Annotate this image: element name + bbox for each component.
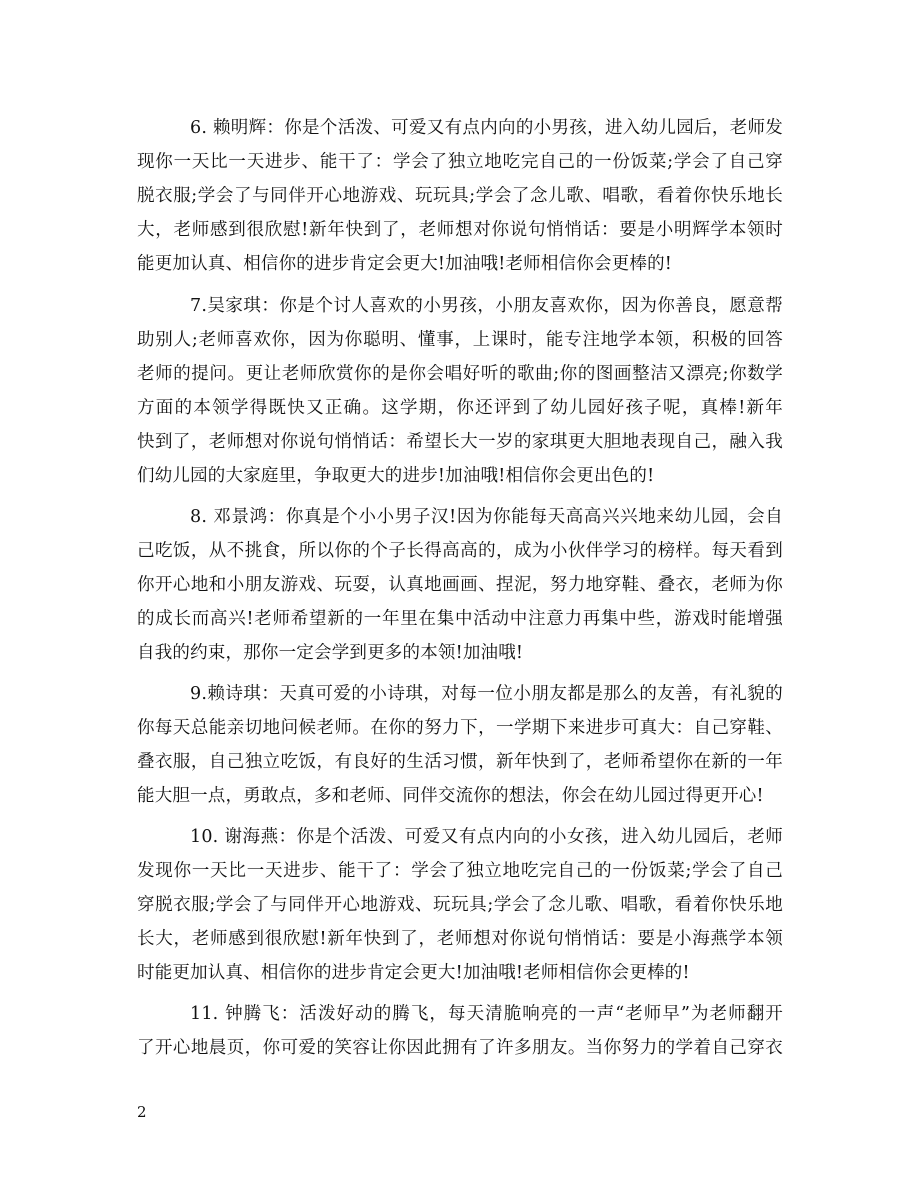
paragraph-8-line-5: 自我的约束，那你一定会学到更多的本领!加油哦! [137, 643, 524, 663]
paragraph-7-line-6: 们幼儿园的大家庭里，争取更大的进步!加油哦!相信你会更出色的! [137, 466, 655, 486]
paragraph-9-line-1: 9.赖诗琪：天真可爱的小诗琪，对每一位小朋友都是那么的友善，有礼貌的 [190, 684, 783, 704]
page-number: 2 [137, 1103, 147, 1121]
paragraph-9-line-3: 叠衣服，自己独立吃饭，有良好的生活习惯，新年快到了，老师希望你在新的一年 [137, 752, 783, 772]
paragraph-6-line-3: 脱衣服;学会了与同伴开心地游戏、玩玩具;学会了念儿歌、唱歌，看着你快乐地长 [137, 186, 783, 206]
paragraph-6-line-2: 现你一天比一天进步、能干了：学会了独立地吃完自己的一份饭菜;学会了自己穿 [137, 152, 783, 172]
paragraph-8-line-4: 的成长而高兴!老师希望新的一年里在集中活动中注意力再集中些，游戏时能增强 [137, 609, 783, 629]
paragraph-8-line-1: 8. 邓景鸿：你真是个小小男子汉!因为你能每天高高兴兴地来幼儿园，会自 [190, 507, 783, 527]
paragraph-7-line-2: 助别人;老师喜欢你，因为你聪明、懂事，上课时，能专注地学本领，积极的回答 [137, 330, 783, 350]
paragraph-8-line-2: 己吃饭，从不挑食，所以你的个子长得高高的，成为小伙伴学习的榜样。每天看到 [137, 541, 783, 561]
paragraph-7-line-4: 方面的本领学得既快又正确。这学期，你还评到了幼儿园好孩子呢，真棒!新年 [137, 398, 783, 418]
paragraph-11-line-1: 11. 钟腾飞：活泼好动的腾飞，每天清脆响亮的一声“老师早”为老师翻开 [190, 1004, 783, 1024]
paragraph-6-line-1: 6. 赖明辉：你是个活泼、可爱又有点内向的小男孩，进入幼儿园后，老师发 [190, 118, 783, 138]
paragraph-10-line-2: 发现你一天比一天进步、能干了：学会了独立地吃完自己的一份饭菜;学会了自己 [137, 861, 783, 881]
paragraph-11-line-2: 了开心地晨页，你可爱的笑容让你因此拥有了许多朋友。当你努力的学着自己穿衣 [137, 1038, 783, 1058]
paragraph-6-line-4: 大，老师感到很欣慰!新年快到了，老师想对你说句悄悄话：要是小明辉学本领时 [137, 220, 783, 240]
paragraph-7-line-5: 快到了，老师想对你说句悄悄话：希望长大一岁的家琪更大胆地表现自己，融入我 [137, 432, 783, 452]
paragraph-10-line-1: 10. 谢海燕：你是个活泼、可爱又有点内向的小女孩，进入幼儿园后，老师 [190, 827, 783, 847]
paragraph-8-line-3: 你开心地和小朋友游戏、玩耍，认真地画画、捏泥，努力地穿鞋、叠衣，老师为你 [137, 575, 783, 595]
paragraph-9-line-4: 能大胆一点，勇敢点，多和老师、同伴交流你的想法，你会在幼儿园过得更开心! [137, 786, 764, 806]
paragraph-7-line-3: 老师的提问。更让老师欣赏你的是你会唱好听的歌曲;你的图画整洁又漂亮;你数学 [137, 364, 783, 384]
paragraph-10-line-3: 穿脱衣服;学会了与同伴开心地游戏、玩玩具;学会了念儿歌、唱歌，看着你快乐地 [137, 895, 783, 915]
paragraph-10-line-4: 长大，老师感到很欣慰!新年快到了，老师想对你说句悄悄话：要是小海燕学本领 [137, 929, 783, 949]
paragraph-10-line-5: 时能更加认真、相信你的进步肯定会更大!加油哦!老师相信你会更棒的! [137, 963, 690, 983]
paragraph-6-line-5: 能更加认真、相信你的进步肯定会更大!加油哦!老师相信你会更棒的! [137, 254, 672, 274]
paragraph-7-line-1: 7.吴家琪：你是个讨人喜欢的小男孩，小朋友喜欢你，因为你善良，愿意帮 [190, 296, 783, 316]
paragraph-9-line-2: 你每天总能亲切地问候老师。在你的努力下，一学期下来进步可真大：自己穿鞋、 [137, 718, 783, 738]
